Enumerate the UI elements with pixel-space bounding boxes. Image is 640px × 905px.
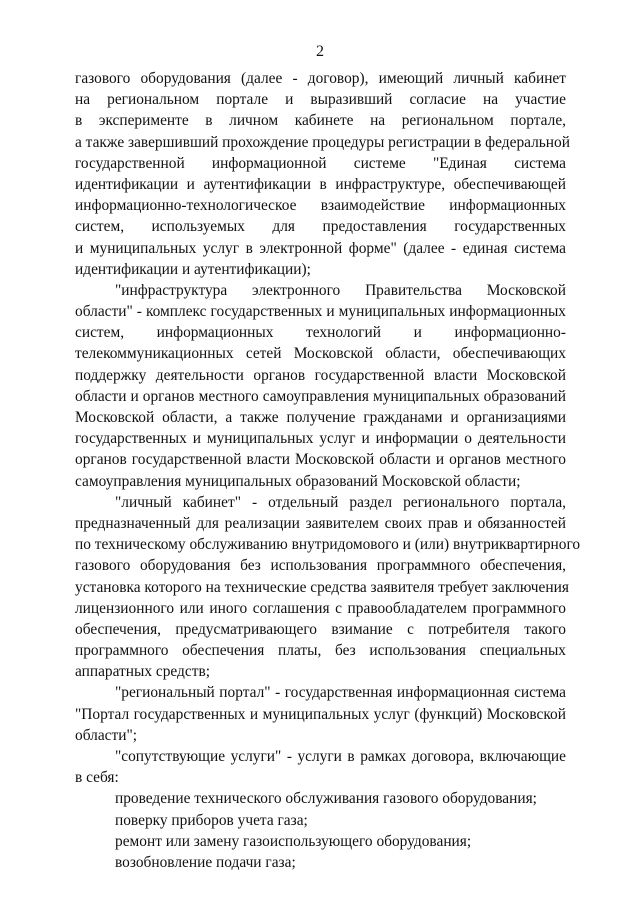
text-line: поверку приборов учета газа; [115,811,308,829]
text-line: газового оборудования без использования программного обеспечения, [75,557,566,575]
text-line: государственных и муниципальных услуг и информации о деятельности [75,430,566,448]
text-line: лицензионного или иного соглашения с правообладателем программного [75,599,566,617]
text-line: "личный кабинет" - отдельный раздел регионального портала, [115,493,566,511]
text-line: идентификации и аутентификации); [75,260,311,278]
text-line: области" - комплекс государственных и муниципальных информационных [75,303,566,321]
text-line: газового оборудования (далее - договор), имеющий личный кабинет [75,70,566,87]
text-line: ремонт или замену газоиспользующего оборудования; [115,832,472,850]
text-line: в эксперименте в личном кабинете на региональном портале, [75,112,566,130]
text-line: самоуправления муниципальных образований Московской области; [75,472,521,490]
text-line: в себя: [75,769,119,787]
text-line: систем, информационных технологий и информационно- [75,324,566,342]
text-line: программного обеспечения платы, без использования специальных [75,642,566,660]
text-line: телекоммуникационных сетей Московской области, обеспечивающих [75,345,566,363]
text-line: обеспечения, предусматривающего взимание с потребителя такого [75,620,566,638]
text-line: проведение технического обслуживания газового оборудования; [115,790,537,808]
text-line: поддержку деятельности органов государственной власти Московской [75,366,566,384]
text-line: установка которого на технические средства заявителя требует заключения [75,578,569,596]
text-line: Московской области, а также получение гражданами и организациями [75,409,566,426]
text-line: государственной информационной системе "Единая система [75,154,566,172]
text-line: области и органов местного самоуправления муниципальных образований [75,387,566,405]
text-line: на региональном портале и выразивший согласие на участие [75,91,566,109]
text-line: по техническому обслуживанию внутридомового и (или) внутриквартирного [75,536,581,554]
text-line: "сопутствующие услуги" - услуги в рамках договора, включающие [115,748,566,765]
text-line: предназначенный для реализации заявителем своих прав и обязанностей [75,514,566,532]
text-line: возобновление подачи газа; [115,853,296,871]
text-line: "инфраструктура электронного Правительства Московской [115,281,566,299]
text-line: аппаратных средств; [75,663,210,681]
text-line: "Портал государственных и муниципальных услуг (функций) Московской [75,705,566,723]
text-line: органов государственной власти Московской области и органов местного [75,451,566,469]
page-number: 2 [316,43,324,60]
text-line: области"; [75,726,138,744]
text-line: а также завершивший прохождение процедуры регистрации в федеральной [75,133,570,151]
text-line: "региональный портал" - государственная информационная система [115,684,566,702]
text-line: и муниципальных услуг в электронной форме" (далее - единая система [75,239,566,257]
text-line: информационно-технологическое взаимодействие информационных [75,197,566,215]
text-line: систем, используемых для предоставления государственных [75,218,566,236]
document-body [75,68,581,873]
text-line: идентификации и аутентификации в инфраструктуре, обеспечивающей [75,175,566,193]
